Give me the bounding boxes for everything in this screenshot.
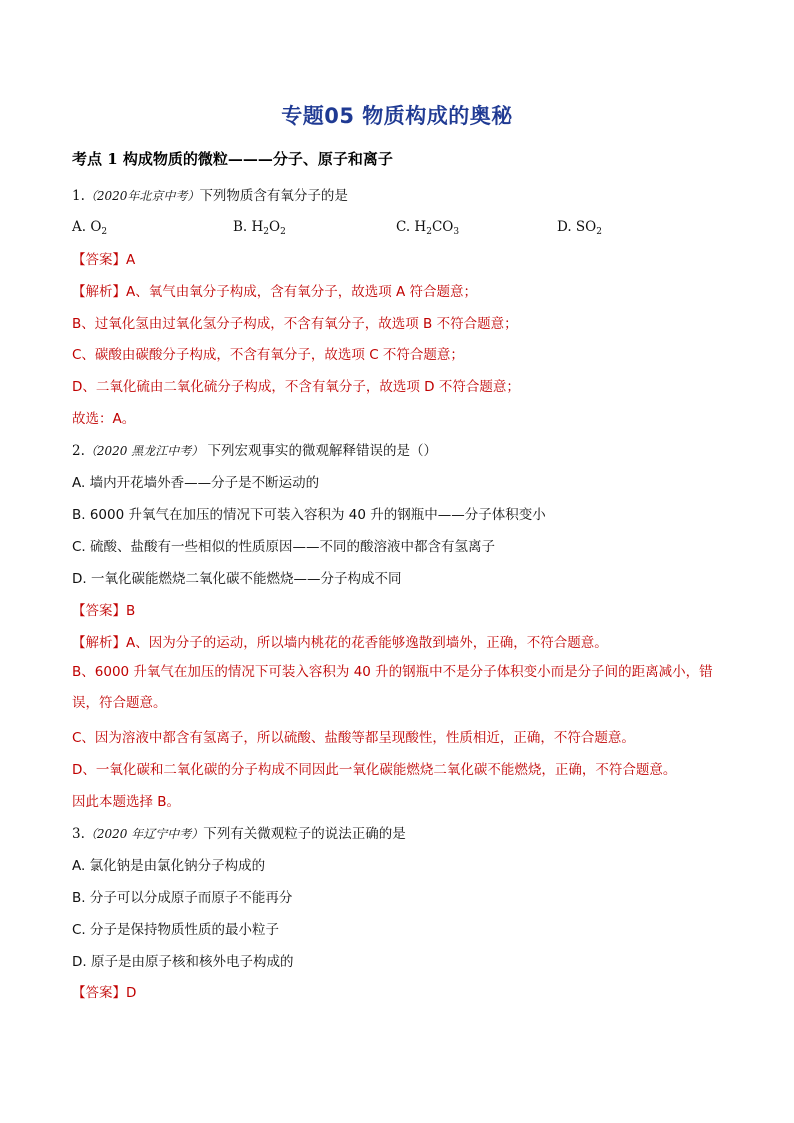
answer-value: B bbox=[126, 603, 136, 619]
analysis-1-line-1: 【解析】A、氧气由氧分子构成，含有氧分子，故选项 A 符合题意； bbox=[72, 284, 478, 300]
analysis-1-line-3: C、碳酸由碳酸分子构成，不含有氧分子，故选项 C 不符合题意； bbox=[72, 347, 464, 363]
analysis-2-line-4: D、一氧化碳和二氧化碳的分子构成不同因此一氧化碳能燃烧二氧化碳不能燃烧，正确，不符合题意。 bbox=[72, 762, 677, 778]
option-d: D. $SO_2$ bbox=[557, 219, 602, 237]
question-stem: 下列有关微观粒子的说法正确的是 bbox=[203, 826, 406, 842]
q3-option-a: A. 氯化钠是由氯化钠分子构成的 bbox=[72, 858, 266, 874]
analysis-1-line-5: 故选：A。 bbox=[72, 411, 136, 427]
analysis-tag: 【解析】 bbox=[72, 635, 126, 651]
option-a: A. $O_2$ bbox=[72, 219, 108, 237]
question-stem: 下列物质含有氧分子的是 bbox=[199, 188, 348, 204]
answer-2 bbox=[72, 602, 135, 620]
analysis-2-line-2: B、6000 升氧气在加压的情况下可装入容积为 40 升的钢瓶中不是分子体积变小而是分子间的距离减小，错误，符合题意。 bbox=[72, 664, 713, 711]
question-number: 3. bbox=[72, 826, 85, 842]
q2-option-b: B. 6000 升氧气在加压的情况下可装入容积为 40 升的钢瓶中——分子体积变小 bbox=[72, 507, 546, 523]
section-heading: 考点 1 构成物质的微粒———分子、原子和离子 bbox=[72, 150, 393, 168]
answer-value: A bbox=[126, 252, 136, 268]
answer-3 bbox=[72, 984, 136, 1002]
option-b: B. $H_2O_2$ bbox=[233, 219, 286, 237]
analysis-2-line-3: C、因为溶液中都含有氢离子，所以硫酸、盐酸等都呈现酸性，性质相近，正确，不符合题意。 bbox=[72, 730, 635, 746]
q3-option-c: C. 分子是保持物质性质的最小粒子 bbox=[72, 922, 280, 938]
question-1 bbox=[72, 187, 348, 205]
answer-tag: 【答案】 bbox=[72, 603, 126, 619]
question-3 bbox=[72, 825, 406, 843]
q2-option-d: D. 一氧化碳能燃烧二氧化碳不能燃烧——分子构成不同 bbox=[72, 571, 402, 587]
question-2 bbox=[72, 442, 437, 460]
question-source: （2020 年辽宁中考） bbox=[84, 827, 204, 841]
analysis-tag: 【解析】 bbox=[72, 284, 126, 300]
q2-option-c: C. 硫酸、盐酸有一些相似的性质原因——不同的酸溶液中都含有氢离子 bbox=[72, 539, 496, 555]
answer-tag: 【答案】 bbox=[72, 985, 126, 1001]
analysis-2-line-1: 【解析】A、因为分子的运动，所以墙内桃花的花香能够逸散到墙外，正确，不符合题意。 bbox=[72, 635, 608, 651]
analysis-1-line-4: D、二氧化硫由二氧化硫分子构成，不含有氧分子，故选项 D 不符合题意； bbox=[72, 379, 520, 395]
question-number: 2. bbox=[72, 443, 85, 459]
q3-option-d: D. 原子是由原子核和核外电子构成的 bbox=[72, 954, 294, 970]
question-number: 1. bbox=[72, 188, 85, 204]
question-source: （2020年北京中考） bbox=[84, 189, 200, 203]
q3-option-b: B. 分子可以分成原子而原子不能再分 bbox=[72, 890, 293, 906]
answer-value: D bbox=[126, 985, 137, 1001]
analysis-2-line-5: 因此本题选择 B。 bbox=[72, 794, 181, 810]
question-source: （2020 黑龙江中考） bbox=[84, 444, 204, 458]
option-c: C. $H_2CO_3$ bbox=[396, 219, 460, 237]
answer-1 bbox=[72, 251, 135, 269]
q2-option-a: A. 墙内开花墙外香——分子是不断运动的 bbox=[72, 475, 320, 491]
question-stem: 下列宏观事实的微观解释错误的是（） bbox=[203, 443, 438, 459]
analysis-1-line-2: B、过氧化氢由过氧化氢分子构成，不含有氧分子，故选项 B 不符合题意； bbox=[72, 316, 518, 332]
answer-tag: 【答案】 bbox=[72, 252, 126, 268]
page-title: 专题05 物质构成的奥秘 bbox=[281, 104, 513, 128]
